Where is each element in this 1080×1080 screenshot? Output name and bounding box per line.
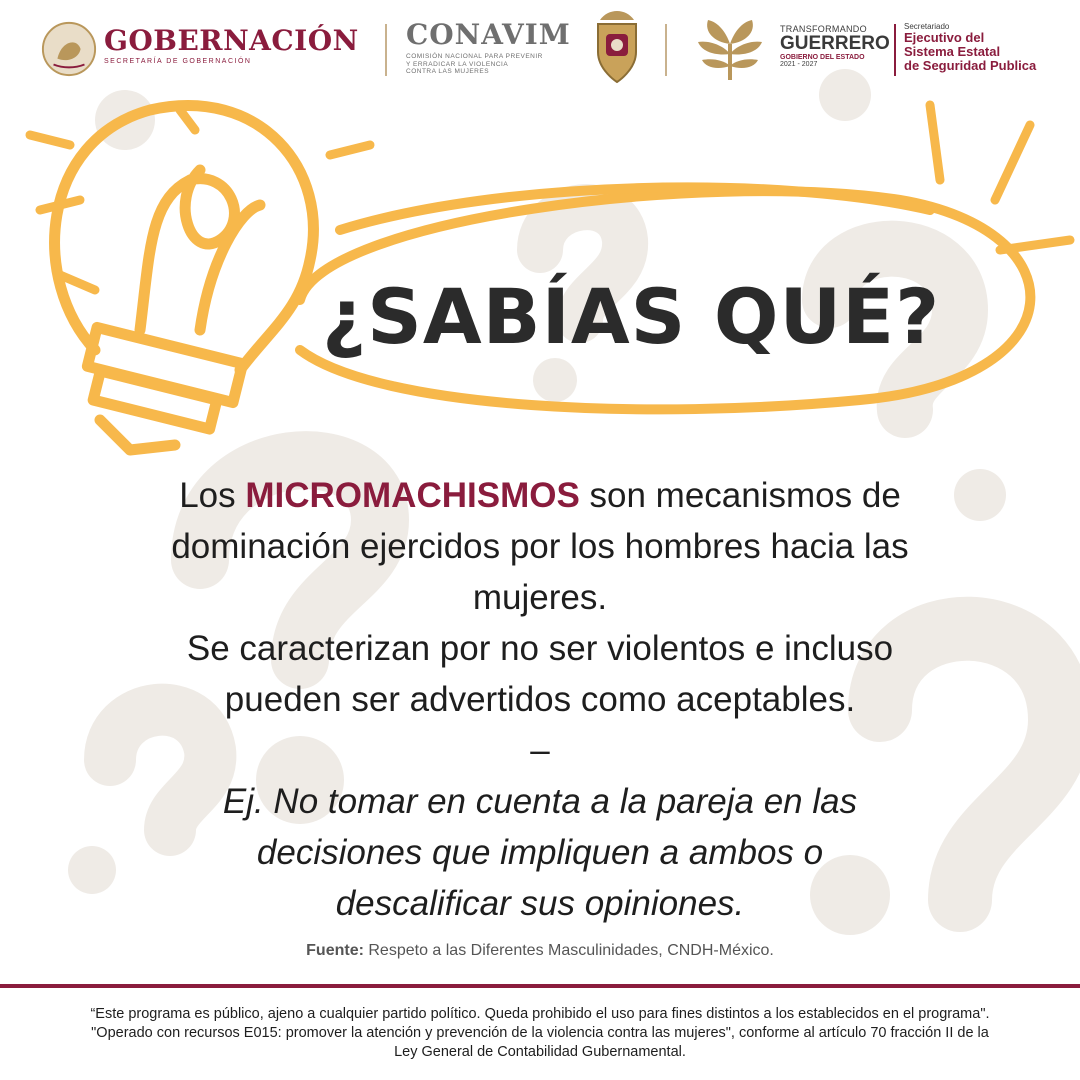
conavim-logo xyxy=(406,20,576,76)
question-dot xyxy=(68,846,116,894)
divider xyxy=(385,24,387,76)
sesp-line: Sistema Estatal xyxy=(904,44,1001,59)
definition-start: Los xyxy=(179,476,246,515)
conavim-subtitle xyxy=(406,53,576,76)
separator-dash: – xyxy=(530,731,550,770)
footer-line: Ley General de Contabilidad Gubernamental. xyxy=(394,1044,686,1060)
sesp-line: de Seguridad Publica xyxy=(904,58,1037,73)
question-dot xyxy=(533,358,577,402)
gobernacion-logo xyxy=(104,26,359,65)
mexico-coat-of-arms-icon xyxy=(40,20,98,78)
source-text: Respeto a las Diferentes Masculinidades, CNDH-México. xyxy=(363,942,774,959)
guerrero-title: GUERRERO xyxy=(780,33,890,54)
conavim-subtitle-line: COMISIÓN NACIONAL PARA PREVENIR xyxy=(406,53,543,60)
question-dot xyxy=(954,469,1006,521)
conavim-subtitle-line: CONTRA LAS MUJERES xyxy=(406,68,490,75)
guerrero-shield-icon xyxy=(590,6,644,86)
legal-footer xyxy=(10,1005,1070,1062)
page-title: ¿SABÍAS QUÉ? xyxy=(322,272,941,361)
divider xyxy=(665,24,667,76)
conavim-title: CONAVIM xyxy=(406,18,571,51)
conavim-subtitle-line: Y ERRADICAR LA VIOLENCIA xyxy=(406,60,509,68)
source-label: Fuente: xyxy=(306,942,364,959)
header-logos xyxy=(0,0,1080,100)
footer-divider xyxy=(0,984,1080,988)
guerrero-top-text: TRANSFORMANDO xyxy=(780,24,867,34)
characteristics-paragraph: Se caracterizan por no ser violentos e incluso pueden ser advertidos como aceptables. xyxy=(186,629,894,719)
example-paragraph: Ej. No tomar en cuenta a la pareja en las decisiones que impliquen a ambos o descalificar sus opiniones. xyxy=(222,782,858,923)
sesp-small-text: Secretariado xyxy=(904,22,950,31)
source-note xyxy=(0,942,1080,960)
lightbulb-icon xyxy=(55,106,314,450)
guerrero-tree-icon xyxy=(694,14,766,82)
divider xyxy=(894,24,896,76)
sesp-logo xyxy=(904,22,1036,73)
guerrero-years: 2021 - 2027 xyxy=(780,61,818,68)
highlight-term: MICROMACHISMOS xyxy=(245,476,580,515)
footer-line: “Este programa es público, ajeno a cualquier partido político. Queda prohibido el uso para fines distintos a los establecidos en el programa". xyxy=(90,1006,990,1022)
guerrero-subtitle: GOBIERNO DEL ESTADO xyxy=(780,54,865,61)
guerrero-logo xyxy=(780,24,890,68)
footer-line: "Operado con recursos E015: promover la atención y prevención de la violencia contra las mujeres", conforme al artículo 70 fracción II de la xyxy=(91,1025,989,1041)
gobernacion-title: GOBERNACIÓN xyxy=(104,24,359,57)
sesp-line: Ejecutivo del xyxy=(904,30,985,45)
definition-rest: son mecanismos de dominación ejercidos por los hombres hacia las mujeres. xyxy=(171,476,909,617)
definition-paragraph xyxy=(120,470,960,623)
main-text xyxy=(120,470,960,929)
gobernacion-subtitle: SECRETARÍA DE GOBERNACIÓN xyxy=(104,58,252,65)
